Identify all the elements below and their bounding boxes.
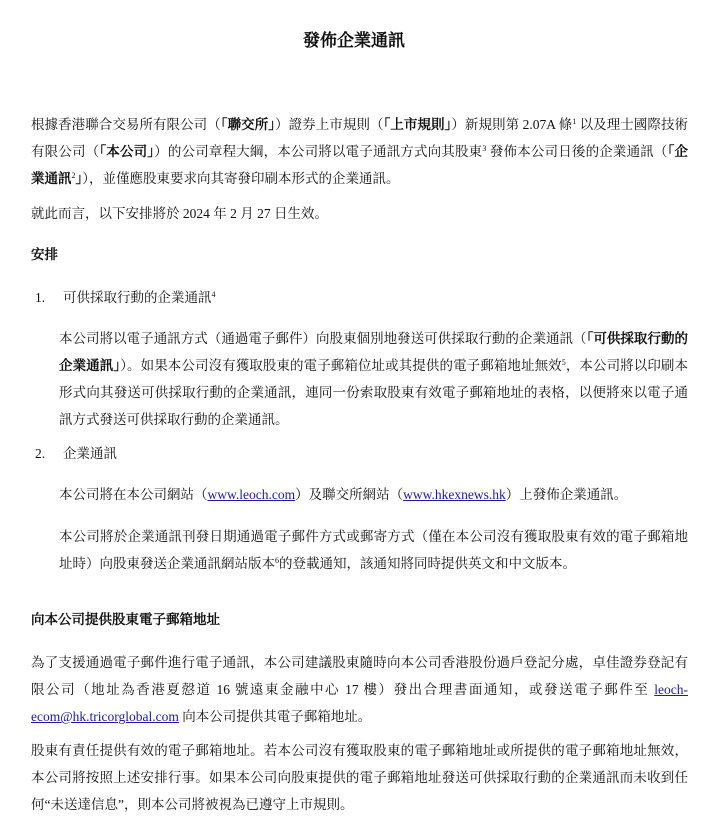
- list-item-2-notice: 本公司將於企業通訊刊發日期通過電子郵件方式或郵寄方式（僅在本公司沒有獲取股東有效的電子郵箱地址時）向股東發送企業通訊網站版本$^6$的登載通知，該通知將同時提供英文和中文版本。: [59, 529, 688, 571]
- footnote-ref: 3: [482, 144, 487, 153]
- footnote-ref: 2: [71, 171, 76, 180]
- list-item-1-body: 本公司將以電子通訊方式（通過電子郵件）向股東個別地發送可供採取行動的企業通訊（「可供採取行動的企業通訊」）。如果本公司沒有獲取股東的電子郵箱位址或其提供的電子郵箱地址無效$^5$，本公司將以印刷本形式向其發送可供採取行動的企業通訊，連同一份索取股東有效電子郵箱地址的表格，以便將來以電子通訊方式發送可供採取行動的企業通訊。: [59, 331, 689, 427]
- email-paragraph: 為了支援通過電子郵件進行電子通訊，本公司建議股東隨時向本公司香港股份過戶登記分處，卓佳證券登記有限公司（地址為香港夏慤道 16 號遠東金融中心 17 樓）發出合理書面通知，或發送電子郵件至 leoch-ecom@hk.tricorglobal.com 向本公司提供其電子郵箱地址。: [31, 655, 688, 724]
- list-item-1-title: 1. 可供採取行動的企業通訊$^4$: [35, 290, 216, 305]
- term-listing-rules: 「上市規則」: [383, 117, 452, 132]
- footnote-ref: 1: [572, 117, 577, 126]
- list-item-2-websites: 本公司將在本公司網站（www.leoch.com）及聯交所網站（www.hkexnews.hk）上發佈企業通訊。: [59, 487, 628, 502]
- page-title: 發佈企業通訊: [303, 31, 405, 51]
- hkexnews-link[interactable]: www.hkexnews.hk: [403, 487, 506, 502]
- effective-date-paragraph: 就此而言，以下安排將於 2024 年 2 月 27 日生效。: [31, 206, 328, 221]
- term-company: 「本公司」: [99, 144, 155, 159]
- responsibility-paragraph: 股東有責任提供有效的電子郵箱地址。若本公司沒有獲取股東的電子郵箱地址或所提供的電子郵箱地址無效，本公司將按照上述安排行事。如果本公司向股東提供的電子郵箱地址發送可供採取行動的企業通訊而未收到任何“未送達信息”，則本公司將被視為已遵守上市規則。: [31, 743, 688, 812]
- term-actionable-cc: 「可供採取行動的企業通訊」: [59, 331, 689, 373]
- section-heading-email: 向本公司提供股東電子郵箱地址: [31, 612, 220, 627]
- company-website-link[interactable]: www.leoch.com: [207, 487, 296, 502]
- list-item-2-title: 2. 企業通訊: [35, 446, 117, 461]
- term-corporate-communication: 「企業通訊: [31, 144, 689, 186]
- email-link[interactable]: leoch-ecom@hk.tricorglobal.com: [31, 682, 688, 724]
- section-heading-arrangement: 安排: [31, 247, 58, 262]
- term-hkex: 「聯交所」: [220, 117, 276, 132]
- intro-paragraph: 根據香港聯合交易所有限公司（「聯交所」）證券上市規則（「上市規則」）新規則第 2.07A 條$^1$ 以及理士國際技術有限公司（「本公司」）的公司章程大綱，本公司將以電子通訊方式向其股東$^3$ 發佈本公司日後的企業通訊（「企業通訊$^2$」），並僅應股東要求向其寄發印刷本形式的企業通訊。: [31, 117, 689, 186]
